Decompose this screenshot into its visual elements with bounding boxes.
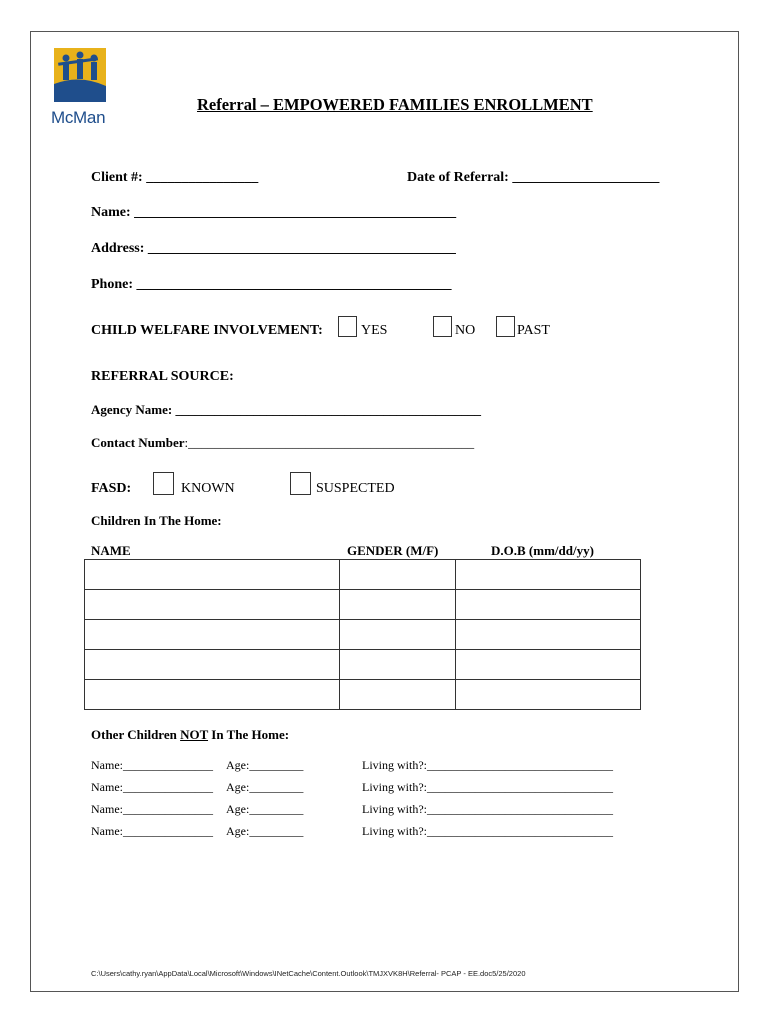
yes-option-label: YES xyxy=(361,323,388,338)
page-title: Referral – EMPOWERED FAMILIES ENROLLMENT xyxy=(197,95,593,114)
name-cell[interactable] xyxy=(85,590,340,620)
other-name-field[interactable]: Name:_______________ xyxy=(91,758,213,772)
children-in-home-heading: Children In The Home: xyxy=(91,513,222,528)
other-children-heading-pre: Other Children xyxy=(91,727,181,742)
name-field[interactable]: Name: ______________________________________________ xyxy=(91,205,457,220)
contact-number-field[interactable] xyxy=(91,435,474,451)
other-living-with-field[interactable]: Living with?:_______________________________ xyxy=(362,824,613,838)
gender-cell[interactable] xyxy=(340,620,456,650)
other-age-field[interactable]: Age:_________ xyxy=(226,824,304,838)
dob-cell[interactable] xyxy=(456,680,641,710)
suspected-option-label: SUSPECTED xyxy=(316,481,395,496)
name-cell[interactable] xyxy=(85,620,340,650)
address-field[interactable]: Address: ____________________________________________ xyxy=(91,241,456,256)
name-cell[interactable] xyxy=(85,680,340,710)
other-children-heading xyxy=(91,727,289,743)
column-header-name: NAME xyxy=(91,543,131,558)
other-living-with-field[interactable]: Living with?:_______________________________ xyxy=(362,802,613,816)
phone-field[interactable]: Phone: _____________________________________________ xyxy=(91,277,452,292)
column-header-gender: GENDER (M/F) xyxy=(347,543,439,558)
contact-number-line: :____________________________________________ xyxy=(184,435,475,450)
gender-cell[interactable] xyxy=(340,650,456,680)
table-row xyxy=(85,650,641,680)
past-checkbox[interactable] xyxy=(496,316,515,337)
agency-name-field[interactable]: Agency Name: _______________________________________________ xyxy=(91,402,481,417)
other-children-heading-post: In The Home: xyxy=(208,727,290,742)
dob-cell[interactable] xyxy=(456,650,641,680)
known-option-label: KNOWN xyxy=(181,481,235,496)
other-children-heading-not: NOT xyxy=(180,727,209,742)
table-row xyxy=(85,590,641,620)
known-checkbox[interactable] xyxy=(153,472,174,495)
table-row xyxy=(85,680,641,710)
column-header-dob: D.O.B (mm/dd/yy) xyxy=(491,543,594,558)
suspected-checkbox[interactable] xyxy=(290,472,311,495)
no-checkbox[interactable] xyxy=(433,316,452,337)
table-row xyxy=(85,560,641,590)
other-name-field[interactable]: Name:_______________ xyxy=(91,780,213,794)
other-age-field[interactable]: Age:_________ xyxy=(226,780,304,794)
children-table xyxy=(84,559,641,710)
referral-source-heading: REFERRAL SOURCE: xyxy=(91,369,234,384)
client-number-field[interactable]: Client #: ________________ xyxy=(91,170,259,185)
other-age-field[interactable]: Age:_________ xyxy=(226,802,304,816)
gender-cell[interactable] xyxy=(340,590,456,620)
other-age-field[interactable]: Age:_________ xyxy=(226,758,304,772)
past-option-label: PAST xyxy=(517,323,550,338)
other-name-field[interactable]: Name:_______________ xyxy=(91,802,213,816)
logo-text: McMan xyxy=(51,108,106,127)
fasd-label: FASD: xyxy=(91,481,132,496)
name-cell[interactable] xyxy=(85,650,340,680)
dob-cell[interactable] xyxy=(456,590,641,620)
dob-cell[interactable] xyxy=(456,620,641,650)
gender-cell[interactable] xyxy=(340,560,456,590)
footer-file-path: C:\Users\cathy.ryan\AppData\Local\Microsoft\Windows\INetCache\Content.Outlook\TMJXVK8H\Referral- PCAP - EE.doc5/25/2020 xyxy=(91,969,526,978)
name-cell[interactable] xyxy=(85,560,340,590)
yes-checkbox[interactable] xyxy=(338,316,357,337)
other-living-with-field[interactable]: Living with?:_______________________________ xyxy=(362,758,613,772)
table-row xyxy=(85,620,641,650)
contact-number-label: Contact Number xyxy=(91,435,185,450)
gender-cell[interactable] xyxy=(340,680,456,710)
other-living-with-field[interactable]: Living with?:_______________________________ xyxy=(362,780,613,794)
date-of-referral-field[interactable]: Date of Referral: _____________________ xyxy=(407,170,660,185)
no-option-label: NO xyxy=(455,323,476,338)
other-name-field[interactable]: Name:_______________ xyxy=(91,824,213,838)
dob-cell[interactable] xyxy=(456,560,641,590)
child-welfare-label: CHILD WELFARE INVOLVEMENT: xyxy=(91,323,323,338)
